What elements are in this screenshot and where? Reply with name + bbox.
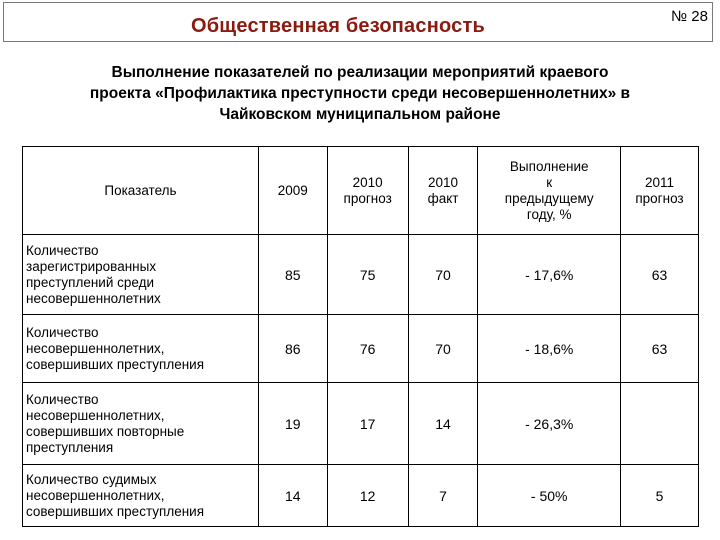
row-label-line: Количество bbox=[26, 242, 99, 258]
cell-2010-fact: 70 bbox=[408, 235, 478, 315]
row-label-line: совершивших преступления bbox=[26, 356, 205, 372]
row-label-line: преступлений среди bbox=[26, 274, 155, 290]
header-line: факт bbox=[427, 190, 459, 206]
header-line: году, % bbox=[526, 206, 572, 222]
cell-2009: 86 bbox=[258, 315, 327, 383]
cell-change: - 50% bbox=[478, 465, 621, 527]
header-line: к bbox=[546, 174, 553, 190]
table-row bbox=[23, 383, 699, 465]
cell-2011-forecast: 63 bbox=[621, 235, 699, 315]
header-2010-forecast bbox=[327, 147, 408, 235]
header-change bbox=[478, 147, 621, 235]
cell-2010-forecast: 17 bbox=[327, 383, 408, 465]
header-line: 2010 bbox=[428, 174, 459, 190]
cell-change: - 17,6% bbox=[478, 235, 621, 315]
header-bar bbox=[3, 2, 713, 42]
header-indicator: Показатель bbox=[23, 147, 259, 235]
row-label-line: преступления bbox=[26, 439, 114, 455]
slide-number: № 28 bbox=[671, 8, 708, 25]
table-header-row bbox=[23, 147, 699, 235]
cell-change: - 18,6% bbox=[478, 315, 621, 383]
subtitle-line-1: Выполнение показателей по реализации мероприятий краевого bbox=[111, 64, 609, 81]
cell-2009: 19 bbox=[258, 383, 327, 465]
indicators-table bbox=[22, 146, 699, 527]
row-label-line: несовершеннолетних bbox=[26, 290, 161, 306]
row-label bbox=[23, 465, 259, 527]
cell-2010-forecast: 75 bbox=[327, 235, 408, 315]
header-2011-forecast bbox=[621, 147, 699, 235]
header-2009: 2009 bbox=[258, 147, 327, 235]
cell-change: - 26,3% bbox=[478, 383, 621, 465]
cell-2010-fact: 7 bbox=[408, 465, 478, 527]
subtitle-line-2: проекта «Профилактика преступности среди несовершеннолетних» в bbox=[89, 85, 631, 102]
cell-2011-forecast bbox=[621, 383, 699, 465]
header-line: 2010 bbox=[352, 174, 383, 190]
table-row bbox=[23, 315, 699, 383]
header-line: Выполнение bbox=[509, 158, 589, 174]
row-label bbox=[23, 315, 259, 383]
cell-2010-forecast: 76 bbox=[327, 315, 408, 383]
row-label bbox=[23, 235, 259, 315]
row-label-line: Количество судимых bbox=[26, 471, 157, 487]
cell-2010-fact: 70 bbox=[408, 315, 478, 383]
header-line: предыдущему bbox=[504, 190, 594, 206]
subtitle-line-3: Чайковском муниципальном районе bbox=[219, 106, 501, 123]
table-row bbox=[23, 465, 699, 527]
cell-2010-forecast: 12 bbox=[327, 465, 408, 527]
cell-2009: 14 bbox=[258, 465, 327, 527]
header-line: прогноз bbox=[343, 190, 392, 206]
row-label-line: совершивших преступления bbox=[26, 503, 205, 519]
row-label-line: несовершеннолетних, bbox=[26, 407, 165, 423]
header-line: 2011 bbox=[644, 174, 675, 190]
row-label-line: несовершеннолетних, bbox=[26, 487, 165, 503]
row-label-line: зарегистрированных bbox=[26, 258, 157, 274]
row-label-line: несовершеннолетних, bbox=[26, 340, 165, 356]
header-2010-fact bbox=[408, 147, 478, 235]
cell-2011-forecast: 5 bbox=[621, 465, 699, 527]
cell-2011-forecast: 63 bbox=[621, 315, 699, 383]
slide-subtitle bbox=[20, 62, 700, 125]
header-line: прогноз bbox=[635, 190, 684, 206]
row-label-line: Количество bbox=[26, 391, 99, 407]
table-row bbox=[23, 235, 699, 315]
cell-2009: 85 bbox=[258, 235, 327, 315]
cell-2010-fact: 14 bbox=[408, 383, 478, 465]
row-label-line: Количество bbox=[26, 324, 99, 340]
slide-title: Общественная безопасность bbox=[191, 15, 485, 37]
row-label-line: совершивших повторные bbox=[26, 423, 185, 439]
row-label bbox=[23, 383, 259, 465]
